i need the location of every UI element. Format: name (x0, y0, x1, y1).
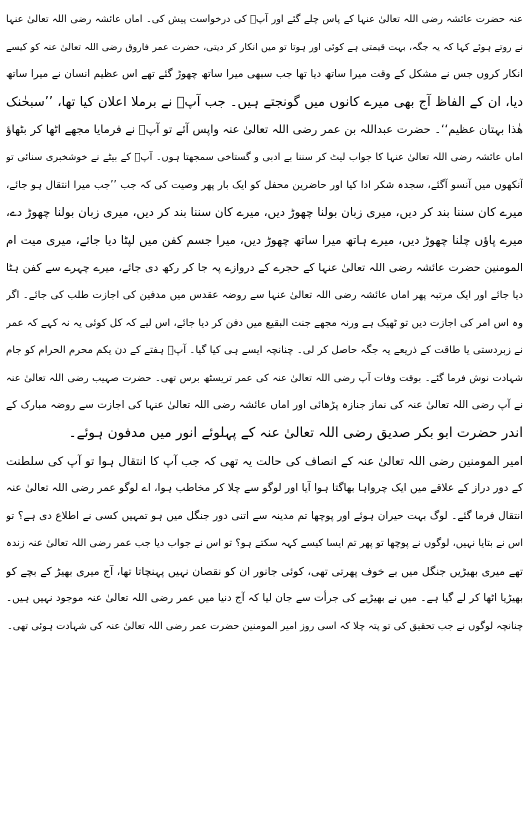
text-line: عنہ حضرت عائشہ رضی اللہ تعالیٰ عنہا کے پاس چلے گئے اور آپؓ کی درخواست پیش کی۔ اماں عائشہ رضی اللہ تعالیٰ عنہا (6, 14, 523, 25)
text-line: دیا، ان کے الفاظ آج بھی میرے کانوں میں گونجتے ہیں۔ جب آپؓ نے برملا اعلان کیا تھا، ’’سبحٰنک (6, 94, 523, 110)
paragraph-end-line: اندر حضرت ابو بکر صدیق رضی اللہ تعالیٰ عنہ کے پہلوئے انور میں مدفون ہوئے۔ (68, 424, 523, 441)
text-line: وہ اس امر کی اجازت دیں تو ٹھیک ہے ورنہ مجھے جنت البقیع میں دفن کر دیا جائے، اس لیے کہ کل کوئی یہ نہ کہے کہ عمر (6, 317, 523, 329)
text-line: میرے پاؤں چلنا چھوڑ دیں، میرے ہاتھ میرا ساتھ چھوڑ دیں، میرا جسم کفن میں لپٹا دیا جائے، میری میت ام (6, 232, 523, 247)
paragraph-end-line: چنانچہ لوگوں نے جب تحقیق کی تو پتہ چلا کہ اسی روز امیر المومنین حضرت عمر رضی اللہ تعالیٰ عنہ کی شہادت ہوئی تھی۔ (7, 621, 523, 633)
text-line: انتقال فرما گئے۔ لوگ بہت حیران ہوئے اور پوچھا تم مدینہ سے اتنی دور جنگل میں ہو تمہیں کسی نے اطلاع دی ہے؟ تو (6, 509, 523, 522)
text-line: تھے میری بھیڑیں جنگل میں بے خوف پھرتی تھی، کوئی جانور ان کو نقصان نہیں پہنچاتا تھا، آج میری بھیڑ کے بچے کو (6, 564, 523, 578)
text-line: شہادت نوش فرما گئے۔ بوقت وفات آپ رضی اللہ تعالیٰ عنہ کی عمر تریسٹھ برس تھی۔ حضرت صہیب رضی اللہ تعالیٰ عنہ (6, 372, 523, 384)
text-line: امیر المومنین رضی اللہ تعالیٰ عنہ کے انصاف کی حالت یہ تھی کہ جب آپ کا انتقال ہوا تو آپ کی سلطنت (6, 453, 523, 468)
text-line: المومنین حضرت عائشہ رضی اللہ تعالیٰ عنہا کے حجرے کے دروازے پہ جا کر رکھ دی جائے، میرے چہرے سے کفن ہٹا (6, 261, 523, 275)
text-line: آنکھوں میں آنسو آگئے، سجدہ شکر ادا کیا اور حاضرین محفل کو ایک بار پھر وصیت کی کہ جب ’’جب میرا انتقال ہو جائے، (6, 179, 523, 191)
text-line: انکار کروں جس نے مشکل کے وقت میرا ساتھ دیا تھا جب سبھی میرا ساتھ چھوڑ گئے تھے اس عظیم انسان نے میرا ساتھ (6, 68, 523, 81)
text-line: بھیڑیا اٹھا کر لے گیا ہے۔ میں نے بھیڑیے کی جرأت سے جان لیا کہ آج دنیا میں عمر رضی اللہ تعالیٰ عنہ موجود نہیں ہیں۔ (6, 592, 523, 605)
text-line: میرے کان سننا بند کر دیں، میری زبان بولنا چھوڑ دیں، میرے کان سننا بند کر دیں، میری زبان بولنا چھوڑ دے، (6, 205, 523, 220)
text-line: دیا جائے اور ایک مرتبہ پھر اماں عائشہ رضی اللہ تعالیٰ عنہا سے روضہ عقدس میں مدفین کی اجازت طلب کی جائے۔ اگر (6, 289, 523, 301)
text-line: ھٰذا بہتان عظیم‘‘۔ حضرت عبداللہ بن عمر رضی اللہ تعالیٰ عنہ واپس آئے تو آپؓ نے فرمایا مجھے اٹھا کر بٹھاؤ (6, 122, 523, 137)
text-line: کے دور دراز کے علاقے میں ایک چرواہا بھاگتا ہوا آیا اور لوگو سے چلا کر مخاطب ہوا، اے لوگو عمر رضی اللہ تعالیٰ عنہ (6, 482, 523, 495)
text-line: نے روتے ہوئے کہا کہ یہ جگہ، بہت قیمتی ہے کوئی اور ہوتا تو میں انکار کر دیتی، حضرت عمر فاروق رضی اللہ تعالیٰ عنہ کو کیسے (6, 41, 523, 53)
text-line: اس نے بتایا نہیں، لوگوں نے پوچھا تو پھر تم ایسا کیسے کہہ سکتے ہو؟ تو اس نے جواب دیا جب عمر رضی اللہ تعالیٰ عنہ زندہ (6, 538, 523, 550)
text-line: نے آپ رضی اللہ تعالیٰ عنہ کی نماز جنازہ پڑھائی اور اماں عائشہ رضی اللہ تعالیٰ عنہا کی اجازت سے روضہ مبارک کے (6, 399, 523, 412)
text-line: اماں عائشہ رضی اللہ تعالیٰ عنہا کا جواب لیٹ کر سننا بے ادبی و گستاخی سمجھتا ہوں۔ آپؓ کے بیٹے نے خوشخبری سنائی تو (6, 151, 523, 163)
text-line: نے زبردستی یا طاقت کے ذریعے یہ جگہ حاصل کر لی۔ چنانچہ ایسے ہی کیا گیا۔ آپؓ ہفتے کے دن یکم محرم الحرام کو جام (6, 345, 523, 357)
